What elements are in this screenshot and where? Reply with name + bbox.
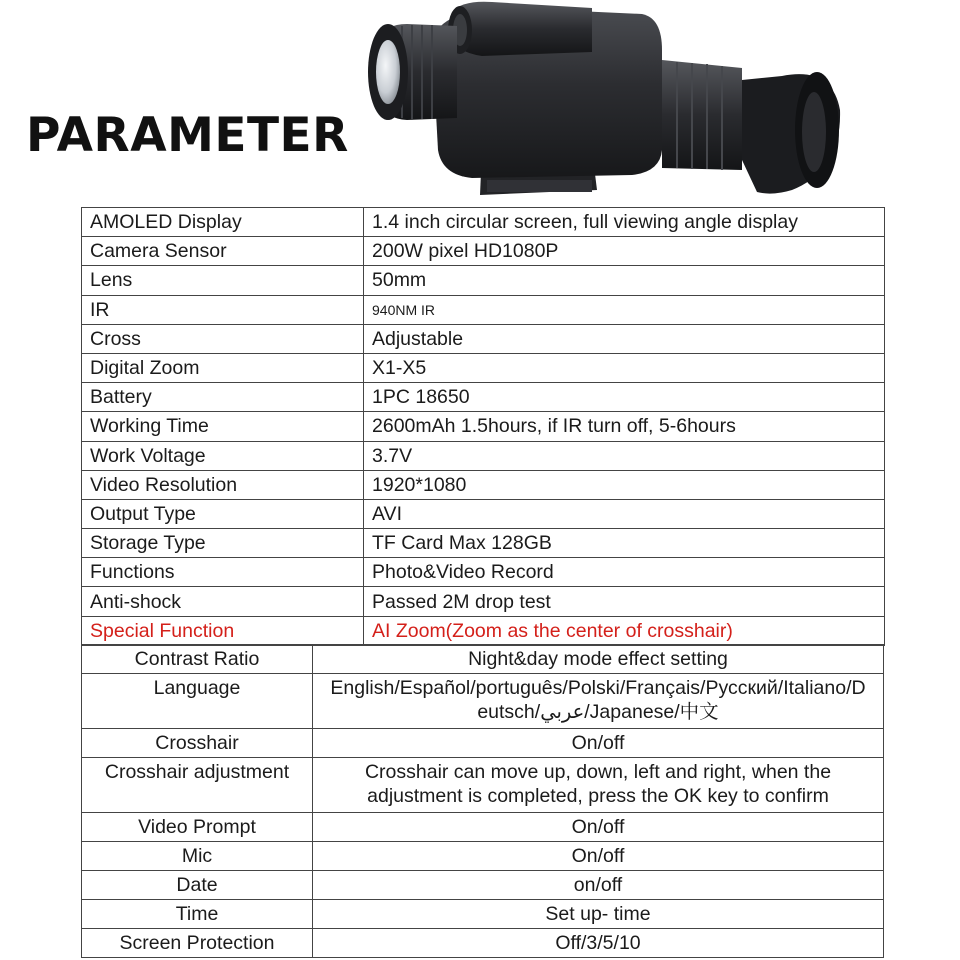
function-key: Language	[82, 674, 313, 729]
spec-value: Photo&Video Record	[364, 558, 885, 587]
spec-value: 1PC 18650	[364, 383, 885, 412]
spec-value: TF Card Max 128GB	[364, 529, 885, 558]
function-value	[313, 674, 884, 729]
table-row	[82, 295, 885, 324]
spec-value: 3.7V	[364, 441, 885, 470]
spec-value: X1-X5	[364, 353, 885, 382]
function-value	[313, 871, 884, 900]
spec-key: Output Type	[82, 499, 364, 528]
table-row	[82, 929, 884, 958]
function-value	[313, 729, 884, 758]
function-value-line: Crosshair can move up, down, left and right, when the	[364, 761, 832, 783]
function-key: Crosshair adjustment	[82, 758, 313, 813]
table-row	[82, 842, 884, 871]
table-row	[82, 353, 885, 382]
function-value	[313, 842, 884, 871]
function-value-line: Off/3/5/10	[555, 932, 641, 954]
function-value-line: English/Español/português/Polski/Français/Русский/Italiano/D	[330, 677, 866, 699]
spec-key: Battery	[82, 383, 364, 412]
function-value	[313, 758, 884, 813]
function-key: Date	[82, 871, 313, 900]
table-row	[82, 441, 885, 470]
spec-key: Work Voltage	[82, 441, 364, 470]
spec-value: 200W pixel HD1080P	[364, 237, 885, 266]
spec-value: Adjustable	[364, 324, 885, 353]
spec-key: Anti-shock	[82, 587, 364, 616]
spec-key: Special Function	[82, 616, 364, 645]
function-key: Time	[82, 900, 313, 929]
night-vision-scope-icon	[362, 0, 862, 205]
function-key: Contrast Ratio	[82, 645, 313, 674]
function-value-line: Night&day mode effect setting	[468, 648, 728, 670]
function-value-line: On/off	[571, 845, 625, 867]
spec-key: Digital Zoom	[82, 353, 364, 382]
spec-value: 50mm	[364, 266, 885, 295]
function-value-line: on/off	[573, 874, 623, 896]
function-key: Screen Protection	[82, 929, 313, 958]
spec-key: Functions	[82, 558, 364, 587]
function-table	[81, 644, 884, 958]
spec-key: Camera Sensor	[82, 237, 364, 266]
spec-value: 1.4 inch circular screen, full viewing angle display	[364, 208, 885, 237]
table-row	[82, 208, 885, 237]
spec-value: 940NM IR	[364, 295, 885, 324]
table-row	[82, 324, 885, 353]
function-value-line: eutsch/عربي/Japanese/中文	[477, 701, 719, 723]
spec-key: Cross	[82, 324, 364, 353]
function-value-line: Set up- time	[545, 903, 651, 925]
spec-table	[81, 207, 885, 646]
table-row	[82, 529, 885, 558]
table-row	[82, 758, 884, 813]
table-row	[82, 412, 885, 441]
table-row	[82, 645, 884, 674]
table-row	[82, 499, 885, 528]
spec-value: AVI	[364, 499, 885, 528]
spec-key: AMOLED Display	[82, 208, 364, 237]
table-row	[82, 383, 885, 412]
spec-value: 1920*1080	[364, 470, 885, 499]
table-row	[82, 813, 884, 842]
spec-key: Lens	[82, 266, 364, 295]
spec-key: IR	[82, 295, 364, 324]
function-key: Crosshair	[82, 729, 313, 758]
spec-value: AI Zoom(Zoom as the center of crosshair)	[364, 616, 885, 645]
table-row	[82, 900, 884, 929]
spec-key: Storage Type	[82, 529, 364, 558]
spec-key: Working Time	[82, 412, 364, 441]
function-value	[313, 929, 884, 958]
spec-key: Video Resolution	[82, 470, 364, 499]
table-row	[82, 729, 884, 758]
function-value	[313, 900, 884, 929]
function-value	[313, 813, 884, 842]
table-row	[82, 871, 884, 900]
table-row	[82, 237, 885, 266]
page-title: PARAMETER	[26, 108, 349, 163]
function-value-line: adjustment is completed, press the OK key to confirm	[367, 785, 829, 807]
function-key: Video Prompt	[82, 813, 313, 842]
table-row	[82, 558, 885, 587]
table-row	[82, 616, 885, 645]
function-value	[313, 645, 884, 674]
table-row	[82, 470, 885, 499]
function-key: Mic	[82, 842, 313, 871]
table-row	[82, 266, 885, 295]
spec-value: 2600mAh 1.5hours, if IR turn off, 5-6hours	[364, 412, 885, 441]
table-row	[82, 587, 885, 616]
function-value-line: On/off	[571, 732, 625, 754]
spec-value: Passed 2M drop test	[364, 587, 885, 616]
function-value-line: On/off	[571, 816, 625, 838]
table-row	[82, 674, 884, 729]
